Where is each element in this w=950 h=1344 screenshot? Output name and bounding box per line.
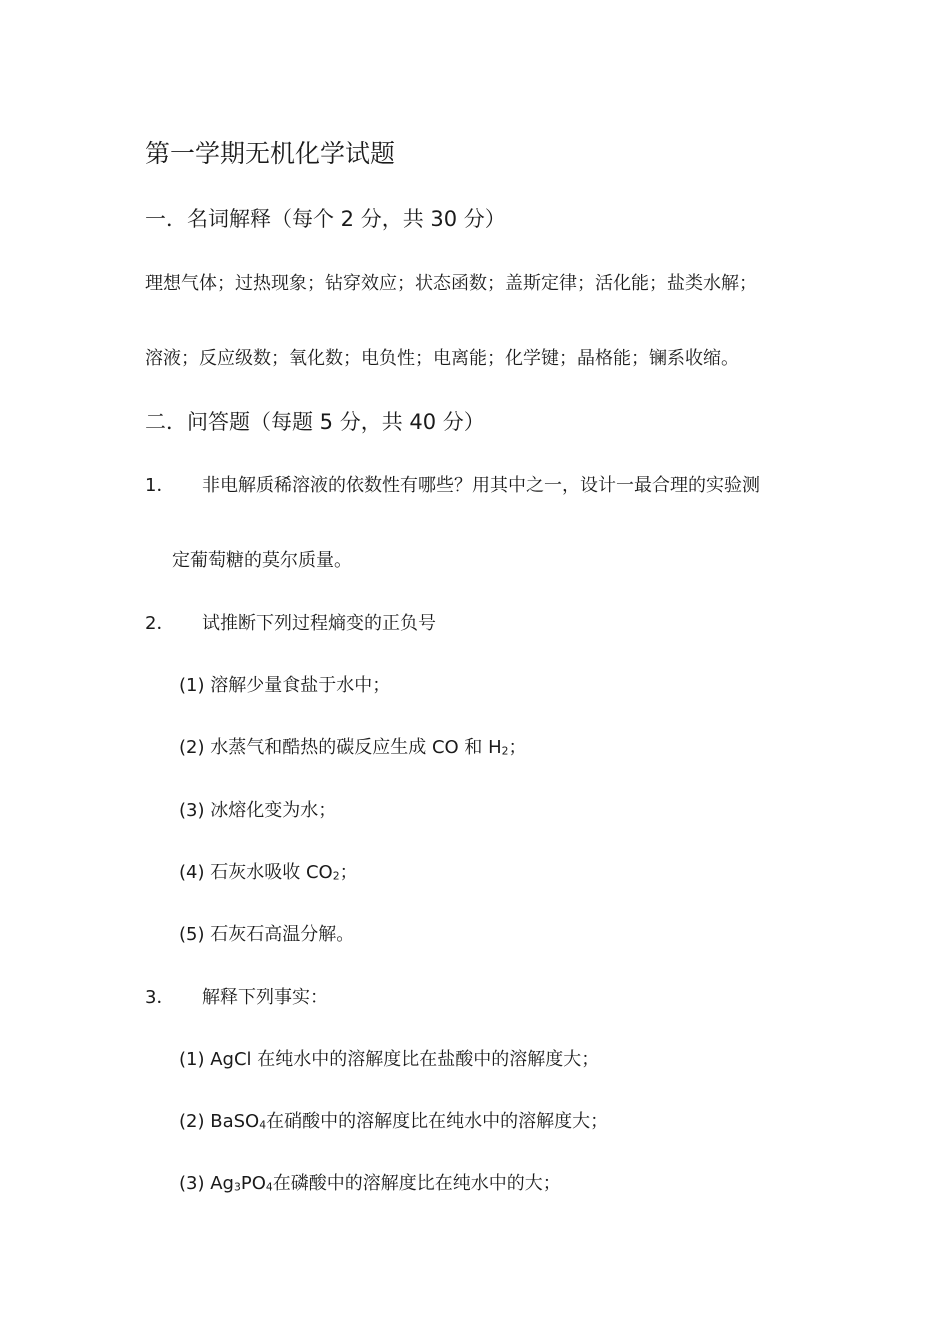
subscript: 3	[233, 1180, 241, 1194]
question-2	[145, 609, 845, 635]
item-text-end: ；	[339, 862, 358, 883]
item-text: (4) 石灰水吸收 CO	[179, 862, 333, 883]
subscript: 4	[265, 1180, 273, 1194]
item-text: (2) BaSO	[179, 1111, 260, 1132]
item-text: (2) 水蒸气和酷热的碳反应生成 CO 和 H	[179, 737, 502, 758]
terms-line-1: 理想气体；过热现象；钻穿效应；状态函数；盖斯定律；活化能；盐类水解；	[145, 273, 757, 294]
page-title: 第一学期无机化学试题	[145, 139, 396, 168]
item-text-end: 在硝酸中的溶解度比在纯水中的溶解度大；	[266, 1111, 609, 1132]
section2-heading: 二．问答题（每题 5 分，共 40 分）	[145, 410, 485, 434]
item-text: (3) Ag	[179, 1173, 234, 1194]
question-text: 试推断下列过程熵变的正负号	[202, 613, 436, 634]
question-1	[145, 471, 845, 497]
q3-item-2	[179, 1107, 608, 1133]
terms-line-2: 溶液；反应级数；氧化数；电负性；电离能；化学键；晶格能；镧系收缩。	[145, 348, 739, 369]
question-number: 2．	[145, 613, 175, 634]
subscript: 2	[501, 744, 509, 758]
q2-item-2	[179, 733, 527, 759]
question-3	[145, 983, 845, 1009]
q2-item-1: (1) 溶解少量食盐于水中；	[179, 675, 391, 696]
question-text: 非电解质稀溶液的依数性有哪些？用其中之一，设计一最合理的实验测	[202, 475, 760, 496]
subscript: 2	[332, 869, 340, 883]
q2-item-5: (5) 石灰石高温分解。	[179, 924, 355, 945]
subscript: 4	[259, 1118, 267, 1132]
q2-item-4	[179, 858, 358, 884]
item-text-end: 在磷酸中的溶解度比在纯水中的大；	[272, 1173, 561, 1194]
q3-item-1: (1) AgCl 在纯水中的溶解度比在盐酸中的溶解度大；	[179, 1049, 600, 1070]
question-number: 1．	[145, 475, 175, 496]
q2-item-3: (3) 冰熔化变为水；	[179, 800, 337, 821]
section1-heading: 一．名词解释（每个 2 分，共 30 分）	[145, 207, 506, 231]
item-text-mid: PO	[240, 1173, 266, 1194]
item-text-end: ；	[508, 737, 527, 758]
question-number: 3．	[145, 987, 175, 1008]
q3-item-3	[179, 1169, 561, 1195]
question-1-continuation: 定葡萄糖的莫尔质量。	[172, 550, 352, 571]
question-text: 解释下列事实：	[202, 987, 328, 1008]
